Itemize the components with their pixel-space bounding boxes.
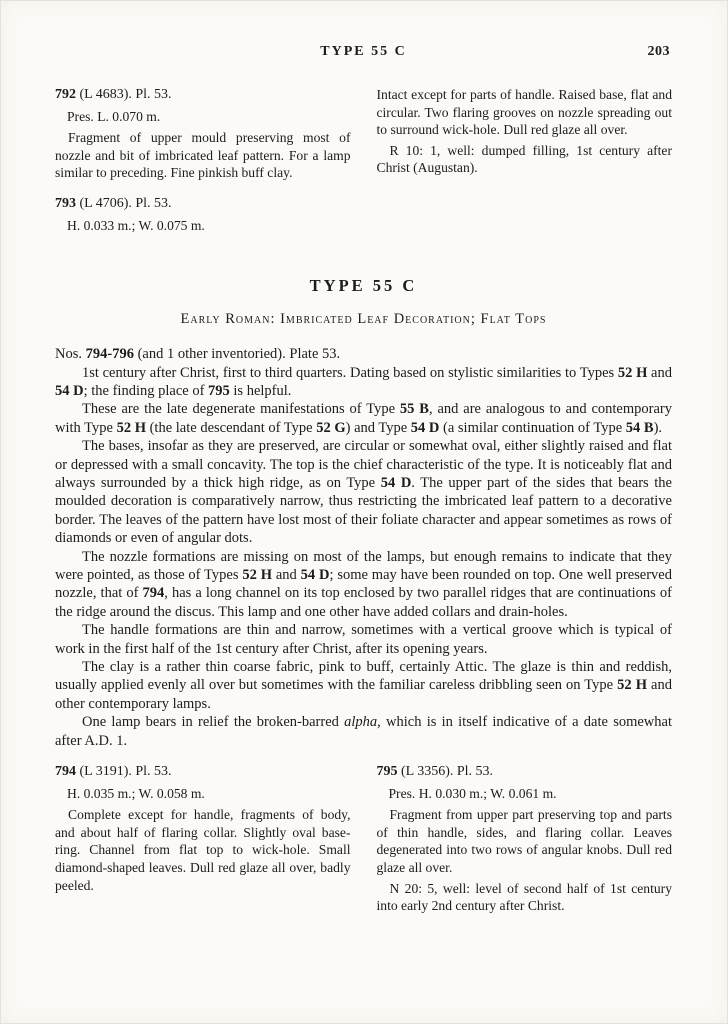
catalog-entry-794 [55, 763, 351, 894]
page-header [55, 44, 672, 60]
body-paragraph: The nozzle formations are missing on most of the lamps, but enough remains to indicate that they were pointed, as those of Types 52 H and 54 D; some may have been rounded on top. One well preserved nozzle, that of 794, has a long channel on its top enclosed by two parallel ridges that are continuations of the ridge around the discus. This lamp and one other have added collars and drain-holes. [55, 548, 672, 620]
bottom-catalog-block [55, 763, 672, 915]
section-body [55, 345, 672, 750]
entry-measurements: H. 0.033 m.; W. 0.075 m. [67, 217, 205, 233]
body-paragraph-nos: Nos. 794-796 (and 1 other inventoried). Plate 53. [55, 346, 341, 363]
catalog-entry-792 [55, 86, 351, 182]
section-title: TYPE 55 C [309, 276, 418, 296]
entry-measurements: H. 0.035 m.; W. 0.058 m. [67, 785, 205, 801]
running-head-title: TYPE 55 C [320, 44, 407, 59]
entry-measurements: Pres. L. 0.070 m. [67, 108, 161, 124]
entry-heading: 792 (L 4683). Pl. 53. [55, 87, 172, 102]
top-catalog-left-column [55, 86, 351, 238]
entry-description: Fragment of upper mould preserving most of nozzle and bit of imbricated leaf pattern. For a lamp similar to preceding. Fine pinkish buff clay. [55, 130, 351, 181]
entry-provenance: R 10: 1, well: dumped filling, 1st century after Christ (Augustan). [376, 142, 672, 176]
page-number: 203 [647, 44, 670, 59]
body-paragraph: 1st century after Christ, first to third quarters. Dating based on stylistic similarities to Types 52 H and 54 D; the finding place of 795 is helpful. [55, 364, 672, 399]
bottom-catalog-left-column [55, 763, 351, 915]
entry-description-continuation: Intact except for parts of handle. Raised base, flat and circular. Two flaring grooves on nozzle spreading out to surround wick-hole. Dull red glaze all over. [376, 87, 672, 138]
section-subtitle: Early Roman: Imbricated Leaf Decoration; Flat Tops [180, 311, 547, 328]
body-paragraph: The clay is a rather thin coarse fabric, pink to buff, certainly Attic. The glaze is thin and reddish, usually applied evenly all over but sometimes with the familiar careless dribbling seen on Type 52 H and other contemporary lamps. [55, 659, 672, 712]
body-paragraph: These are the late degenerate manifestations of Type 55 B, and are analogous to and contemporary with Type 52 H (the late descendant of Type 52 G) and Type 54 D (a similar continuation of Type 54 B). [55, 401, 672, 436]
top-catalog-block [55, 86, 672, 238]
entry-heading: 795 (L 3356). Pl. 53. [376, 764, 494, 780]
body-paragraph: The bases, insofar as they are preserved, are circular or somewhat oval, either slightly raised and flat or depressed with a small concavity. The top is the chief characteristic of the type. It is noticeably flat and always surrounded by a thick high ridge, as on Type 54 D. The upper part of the sides that bears the moulded decoration is comparatively narrow, thus restricting the imbricated leaf pattern to a decorative border. The leaves of the pattern have lost most of their foliate character and appear sometimes as rows of diamonds or even of angular dots. [55, 438, 672, 547]
body-paragraph: One lamp bears in relief the broken-barred alpha, which is in itself indicative of a date somewhat after A.D. 1. [55, 714, 672, 749]
entry-provenance: N 20: 5, well: level of second half of 1st century into early 2nd century after Christ. [376, 880, 672, 914]
entry-description: Complete except for handle, fragments of body, and about half of flaring collar. Slightly oval base-ring. Channel from flat top to wick-hole. Small diamond-shaped leaves. Dull red glaze all over, badly peeled. [55, 807, 351, 893]
entry-description: Fragment from upper part preserving top and parts of thin handle, sides, and flaring collar. Leaves degenerated into two rows of angular knobs. Dull red glaze all over. [376, 807, 672, 876]
catalog-entry-795 [377, 763, 673, 915]
entry-heading: 794 (L 3191). Pl. 53. [55, 764, 172, 780]
body-paragraph: The handle formations are thin and narrow, sometimes with a vertical groove which is typical of work in the first half of the 1st century after Christ, after its opening years. [55, 622, 672, 657]
catalog-entry-793 [55, 195, 351, 234]
entry-heading: 793 (L 4706). Pl. 53. [55, 195, 172, 211]
bottom-catalog-right-column [377, 763, 673, 915]
top-catalog-right-column [377, 86, 673, 238]
entry-measurements: Pres. H. 0.030 m.; W. 0.061 m. [388, 785, 557, 801]
